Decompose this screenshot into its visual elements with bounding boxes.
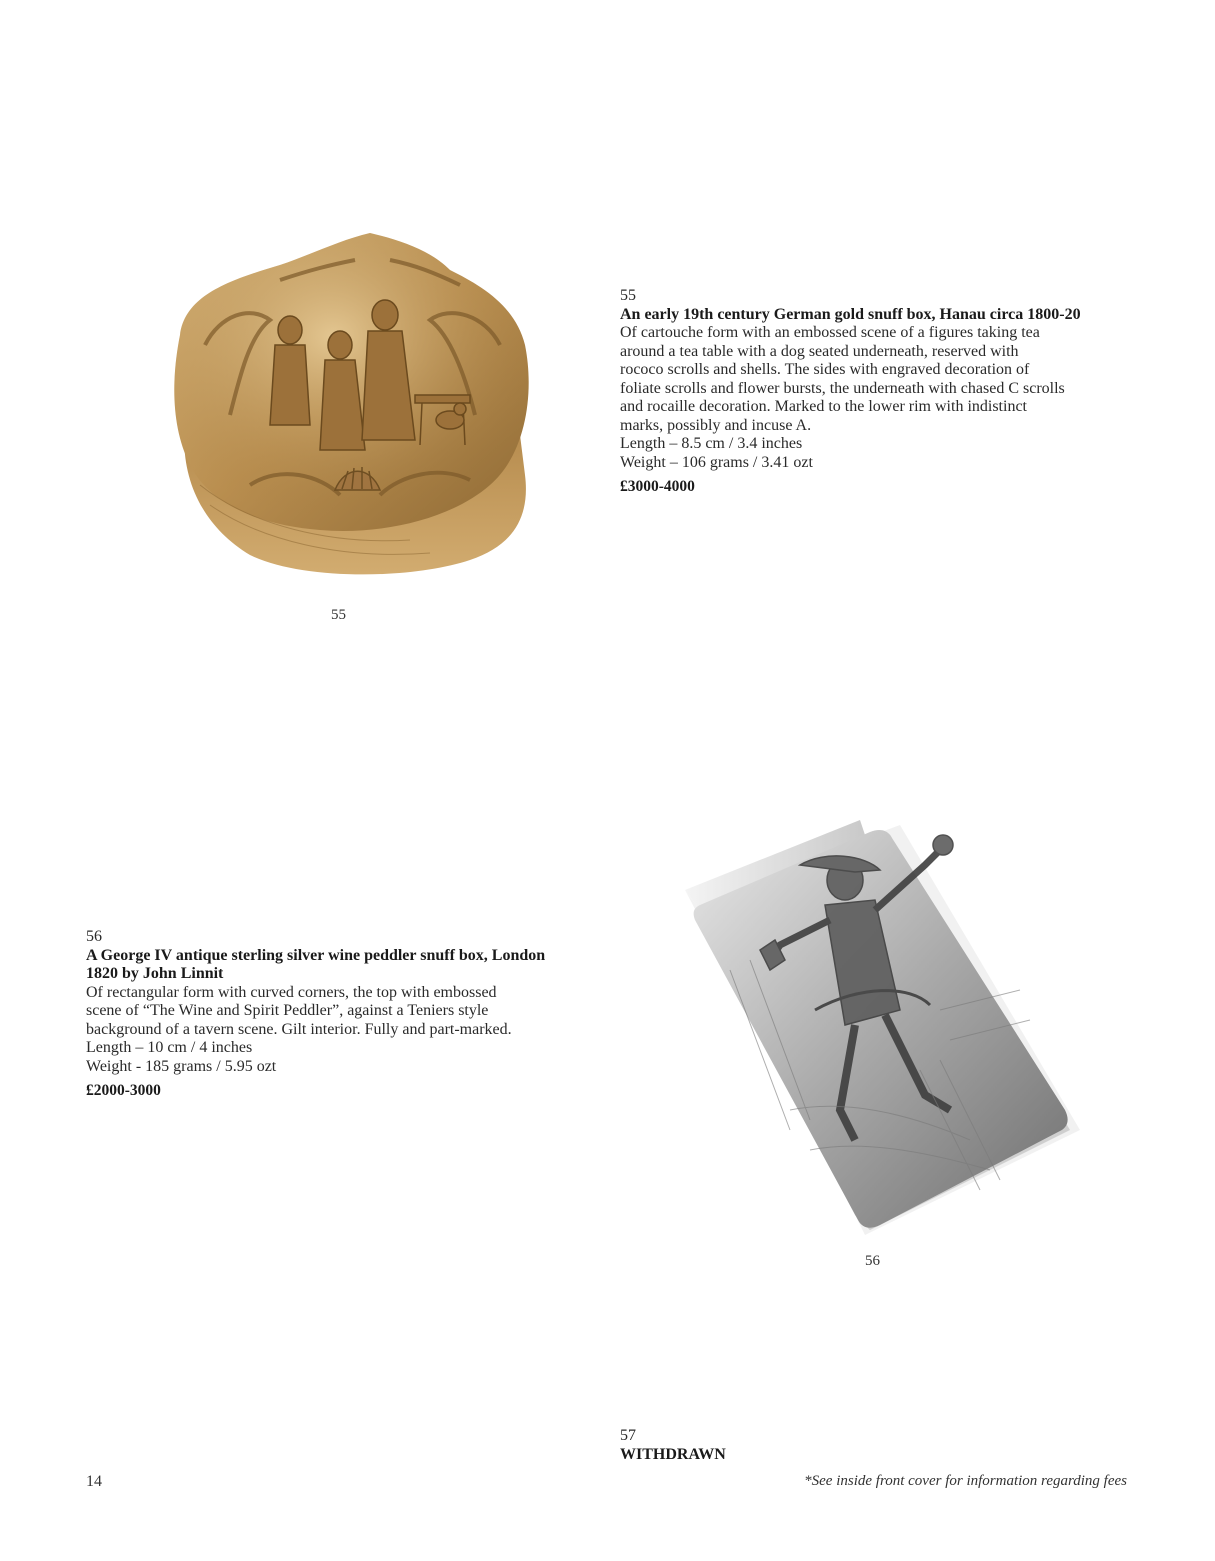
lot-title-line: 1820 by John Linnit xyxy=(86,965,224,982)
page-number: 14 xyxy=(86,1473,102,1490)
silver-snuff-box-image xyxy=(640,810,1090,1240)
lot-weight: Weight - 185 grams / 5.95 ozt xyxy=(86,1057,277,1075)
lot-title-line: A George IV antique sterling silver wine peddler snuff box, London xyxy=(86,946,546,964)
lot-number: 55 xyxy=(620,287,636,304)
lot-estimate: £2000-3000 xyxy=(86,1082,161,1099)
lot-description-line: around a tea table with a dog seated underneath, reserved with xyxy=(620,342,1019,360)
lot-55-entry xyxy=(620,287,1130,497)
lot-description-line: and rocaille decoration. Marked to the lower rim with indistinct xyxy=(620,398,1027,415)
lot-title: An early 19th century German gold snuff box, Hanau circa 1800-20 xyxy=(620,305,1081,323)
lot-length: Length – 8.5 cm / 3.4 inches xyxy=(620,435,803,452)
lot-description-line: rococo scrolls and shells. The sides with engraved decoration of xyxy=(620,361,1030,378)
lot-description-line: marks, possibly and incuse A. xyxy=(620,416,812,434)
lot-description-line: background of a tavern scene. Gilt interior. Fully and part-marked. xyxy=(86,1020,512,1038)
gold-snuff-box-image xyxy=(130,225,550,605)
lot-number: 56 xyxy=(86,928,102,945)
lot-57-entry xyxy=(620,1427,920,1464)
lot-description-line: Of cartouche form with an embossed scene of a figures taking tea xyxy=(620,324,1040,341)
image-caption-55: 55 xyxy=(331,607,346,623)
fees-note: *See inside front cover for information regarding fees xyxy=(804,1473,1127,1489)
lot-weight: Weight – 106 grams / 3.41 ozt xyxy=(620,453,813,471)
image-caption-56: 56 xyxy=(865,1253,880,1269)
lot-description-line: foliate scrolls and flower bursts, the underneath with chased C scrolls xyxy=(620,379,1065,397)
lot-estimate: £3000-4000 xyxy=(620,478,695,495)
lot-length: Length – 10 cm / 4 inches xyxy=(86,1039,253,1056)
lot-description-line: scene of “The Wine and Spirit Peddler”, against a Teniers style xyxy=(86,1002,489,1019)
lot-56-entry xyxy=(86,928,606,1101)
lot-description-line: Of rectangular form with curved corners, the top with embossed xyxy=(86,983,497,1001)
lot-number: 57 xyxy=(620,1427,636,1444)
silver-snuff-box-photo xyxy=(640,810,1090,1240)
gold-snuff-box-photo xyxy=(130,225,550,605)
lot-title: WITHDRAWN xyxy=(620,1445,726,1463)
